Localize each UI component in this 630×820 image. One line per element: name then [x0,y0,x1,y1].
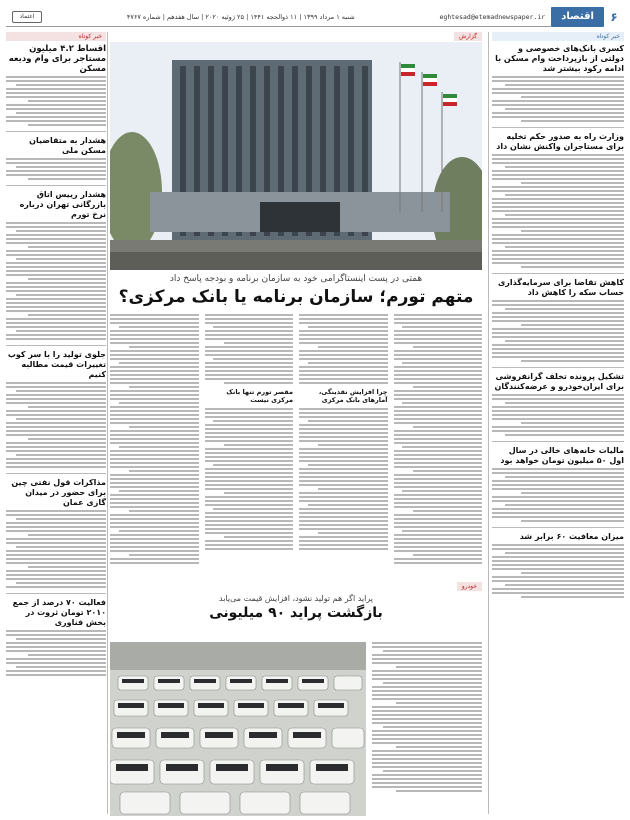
issue-info: شنبه ۱ مرداد ۱۳۹۹ | ۱۱ ذوالحجه ۱۴۴۱ | ۲۵ ژوئیه ۲۰۲۰ | سال هفدهم | شماره ۴۷۶۷ [126,12,355,21]
page-number: ۶ [610,10,618,24]
central-bank-photo [110,42,482,270]
feature-body [110,314,482,604]
contact-email[interactable]: eghtesad@etemadnewspaper.ir [439,12,546,21]
column-divider [107,32,108,814]
second-story [110,582,482,621]
feature-title[interactable]: متهم تورم؛ سازمان برنامه یا بانک مرکزی؟ [118,287,474,307]
story-body [492,394,624,436]
story-headline[interactable]: تشکیل پرونده تخلف گرانفروشی برای ایران‌خودرو و عرضه‌کنندگان [494,372,624,391]
story-label: خودرو [457,582,482,591]
story-body [492,300,624,362]
story-body [6,630,106,676]
second-body [110,642,482,816]
car-lot-illustration [110,642,366,816]
story-headline[interactable]: وزارت راه به صدور حکم تخلیه برای مستاجران واکنش نشان داد [496,132,624,151]
body-column [299,314,388,604]
left-news-column [6,32,106,681]
story-body [492,76,624,122]
story-headline[interactable]: میزان معافیت ۶۰ برابر شد [519,532,624,541]
section-title: اقتصاد [551,7,604,27]
story-headline[interactable]: هشدار رییس اتاق بازرگانی تهران درباره نرخ تورم [19,190,106,219]
second-title[interactable]: بازگشت پراید ۹۰ میلیونی [209,605,383,621]
column-divider [488,32,489,814]
story-body [6,158,106,180]
story-headline[interactable]: کاهش تقاضا برای سرمایه‌گذاری حساب سکه را کاهش داد [497,278,624,297]
body-column [372,642,482,816]
story-body [492,544,624,598]
story-body [492,468,624,522]
story-headline[interactable]: مالیات خانه‌های خالی در سال اول ۵۰ میلیون تومان خواهد بود [500,446,624,465]
right-news-column [492,32,624,603]
story-label: گزارش [454,32,482,41]
story-body [6,510,106,588]
story-headline[interactable]: اقساط ۴.۲ میلیون مستاجر برای وام ودیعه مسکن [8,44,106,74]
story-body [6,222,106,340]
feature-subhead: چرا افزایش نقدینگی، آمارهای بانک مرکزی [318,388,388,404]
column-header: خبر کوتاه [6,32,106,41]
header-info-line [6,7,551,27]
body-column [205,314,294,604]
story-headline[interactable]: فعالیت ۷۰ درصد از جمع ۲۰۱۰ تومان ثروت در بخش فناوری [12,598,106,627]
body-column [394,314,483,604]
car-factory-photo [110,642,366,816]
newspaper-logo: اعتماد [12,11,42,23]
story-headline[interactable]: کسری بانک‌های خصوصی و دولتی از بازپرداخت وام مسکن با ادامه رکود بیشتر شد [495,44,624,73]
page-header [6,6,624,28]
story-body [492,154,624,268]
second-kicker: پراید اگر هم تولید نشود، افزایش قیمت می‌یابد [219,594,373,603]
story-headline[interactable]: مذاکرات قول نفتی چین برای حضور در میدان گازی عمان [11,478,106,507]
story-body [6,382,106,468]
story-body [6,76,106,126]
body-column [110,314,199,604]
story-headline[interactable]: جلوی تولید را با سر کوب تغییرات قیمت مطالبه کنیم [7,350,106,379]
story-headline[interactable]: هشدار به متقاضیان مسکن ملی [29,136,106,155]
feature-kicker: همتی در پست اینستاگرامی خود به سازمان برنامه و بودجه پاسخ داد [169,274,423,284]
column-header: خبر کوتاه [492,32,624,41]
building-illustration [110,42,482,270]
feature-subhead: مقصر تورم تنها بانک مرکزی نیست [226,388,293,404]
